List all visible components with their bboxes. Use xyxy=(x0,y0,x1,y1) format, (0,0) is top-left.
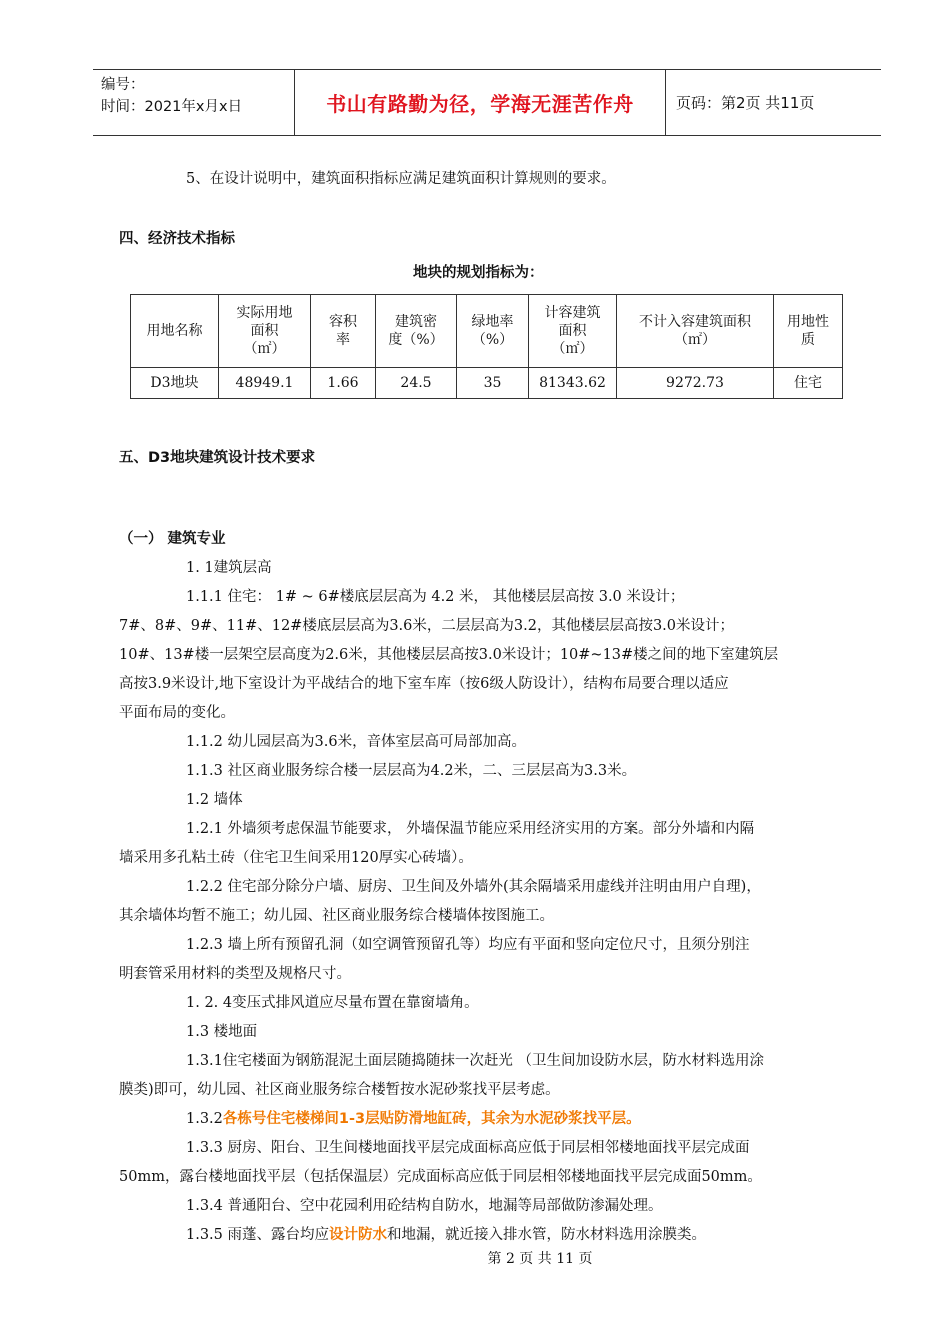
subsection-1-title: （一） 建筑专业 xyxy=(119,531,226,547)
time-label: 时间：2021年x月x日 xyxy=(101,99,243,115)
table-cell: D3地块 xyxy=(131,368,219,399)
table-cell: 9272.73 xyxy=(617,368,774,399)
line-1-3-2 xyxy=(186,1109,641,1129)
line-1-1-1c: 10#、13#楼一层架空层高度为2.6米，其他楼层层高按3.0米设计；10#~13#楼之间的地下室建筑层 xyxy=(119,647,779,663)
number-label: 编号： xyxy=(101,77,145,93)
line-1-3-1b: 膜类)即可，幼儿园、社区商业服务综合楼暂按水泥砂浆找平层考虑。 xyxy=(119,1082,560,1098)
line-1-1-1b: 7#、8#、9#、11#、12#楼底层层高为3.6米，二层层高为3.2，其他楼层层高按3.0米设计； xyxy=(119,618,735,634)
header-cell xyxy=(376,295,457,368)
header-text: 计容建筑 xyxy=(544,305,601,321)
line-1-2-1a: 1.2.1 外墙须考虑保温节能要求， 外墙保温节能应采用经济实用的方案。部分外墙和内隔 xyxy=(186,821,755,837)
header-text: 率 xyxy=(336,332,350,348)
line-1-1: 1. 1建筑层高 xyxy=(186,560,272,576)
line-1-3-5-highlight: 设计防水 xyxy=(329,1227,388,1243)
line-1-3-2-highlight: 各栋号住宅楼梯间1-3层贴防滑地缸砖，其余为水泥砂浆找平层。 xyxy=(222,1111,641,1127)
header-text: 度（%） xyxy=(388,332,444,348)
line-1-1-2: 1.1.2 幼儿园层高为3.6米，音体室层高可局部加高。 xyxy=(186,734,527,750)
line-1-3-1a: 1.3.1住宅楼面为钢筋混泥土面层随捣随抹一次赶光 （卫生间加设防水层，防水材料选用涂 xyxy=(186,1053,764,1069)
line-1-2-3b: 明套管采用材料的类型及规格尺寸。 xyxy=(119,966,351,982)
header-text: 建筑密 xyxy=(395,314,437,330)
line-1-3-5-post: 和地漏，就近接入排水管，防水材料选用涂膜类。 xyxy=(387,1227,707,1243)
line-1-3-5 xyxy=(186,1225,706,1245)
line-1-2-2b: 其余墙体均暂不施工；幼儿园、社区商业服务综合楼墙体按图施工。 xyxy=(119,908,554,924)
table-header-row xyxy=(131,295,843,368)
section-5-title: 五、D3地块建筑设计技术要求 xyxy=(119,450,316,466)
line-1-2-4: 1. 2. 4变压式排风道应尽量布置在靠窗墙角。 xyxy=(186,995,479,1011)
header-text: （㎡） xyxy=(551,341,594,357)
header-cell xyxy=(311,295,376,368)
table-cell: 35 xyxy=(457,368,529,399)
header-text: 用地名称 xyxy=(146,323,203,339)
header-text: 面积 xyxy=(558,323,587,339)
header-text: 质 xyxy=(801,332,815,348)
line-1-1-1e: 平面布局的变化。 xyxy=(119,705,235,721)
table-cell: 住宅 xyxy=(774,368,843,399)
header-cell xyxy=(457,295,529,368)
header-text: 实际用地 xyxy=(236,305,293,321)
header-text: （㎡） xyxy=(243,341,286,357)
table-data-row xyxy=(131,368,843,399)
table-caption: 地块的规划指标为： xyxy=(413,265,544,281)
table-cell: 1.66 xyxy=(311,368,376,399)
line-1-3-4: 1.3.4 普通阳台、空中花园利用砼结构自防水，地漏等局部做防渗漏处理。 xyxy=(186,1198,663,1214)
header-text: （㎡） xyxy=(674,332,716,348)
table-cell: 24.5 xyxy=(376,368,457,399)
header-text: 绿地率 xyxy=(471,314,514,330)
line-1-1-1a: 1.1.1 住宅： 1# ~ 6#楼底层层高为 4.2 米， 其他楼层层高按 3.0 米设计； xyxy=(186,589,685,605)
indicator-table xyxy=(130,294,843,399)
line-1-2: 1.2 墙体 xyxy=(186,792,243,808)
line-1-1-1d: 高按3.9米设计,地下室设计为平战结合的地下室车库（按6级人防设计），结构布局要合理以适应 xyxy=(119,676,729,692)
header-cell xyxy=(219,295,311,368)
page-header xyxy=(93,69,881,136)
header-text: （%） xyxy=(471,332,514,348)
header-cell xyxy=(617,295,774,368)
item-5: 5、在设计说明中，建筑面积指标应满足建筑面积计算规则的要求。 xyxy=(186,171,616,187)
line-1-2-2a: 1.2.2 住宅部分除分户墙、厨房、卫生间及外墙外(其余隔墙采用虚线并注明由用户自理)， xyxy=(186,879,761,895)
line-1-3-3b: 50mm，露台楼地面找平层（包括保温层）完成面标高应低于同层相邻楼地面找平层完成面50mm。 xyxy=(119,1169,762,1185)
header-text: 用地性 xyxy=(787,314,829,330)
table-cell: 81343.62 xyxy=(529,368,617,399)
page-footer: 第 2 页 共 11 页 xyxy=(487,1251,593,1267)
line-1-2-1b: 墙采用多孔粘土砖（住宅卫生间采用120厚实心砖墙）。 xyxy=(119,850,473,866)
header-text: 不计入容建筑面积 xyxy=(639,314,751,330)
header-text: 容积 xyxy=(329,314,357,330)
line-1-3: 1.3 楼地面 xyxy=(186,1024,258,1040)
line-1-3-3a: 1.3.3 厨房、阳台、卫生间楼地面找平层完成面标高应低于同层相邻楼地面找平层完成面 xyxy=(186,1140,750,1156)
section-4-title: 四、经济技术指标 xyxy=(119,231,235,247)
header-cell xyxy=(529,295,617,368)
line-1-1-3: 1.1.3 社区商业服务综合楼一层层高为4.2米，二、三层层高为3.3米。 xyxy=(186,763,637,779)
header-page-info: 页码：第2页 共11页 xyxy=(676,94,815,112)
header-cell xyxy=(131,295,219,368)
header-motto: 书山有路勤为径，学海无涯苦作舟 xyxy=(294,70,666,135)
table-cell: 48949.1 xyxy=(219,368,311,399)
line-1-3-5-pre: 1.3.5 雨蓬、露台均应 xyxy=(186,1227,330,1243)
header-text: 面积 xyxy=(250,323,279,339)
line-1-2-3a: 1.2.3 墙上所有预留孔洞（如空调管预留孔等）均应有平面和竖向定位尺寸，且须分别注 xyxy=(186,937,750,953)
header-meta xyxy=(93,70,294,135)
header-cell xyxy=(774,295,843,368)
line-1-3-2-number: 1.3.2 xyxy=(186,1111,223,1127)
